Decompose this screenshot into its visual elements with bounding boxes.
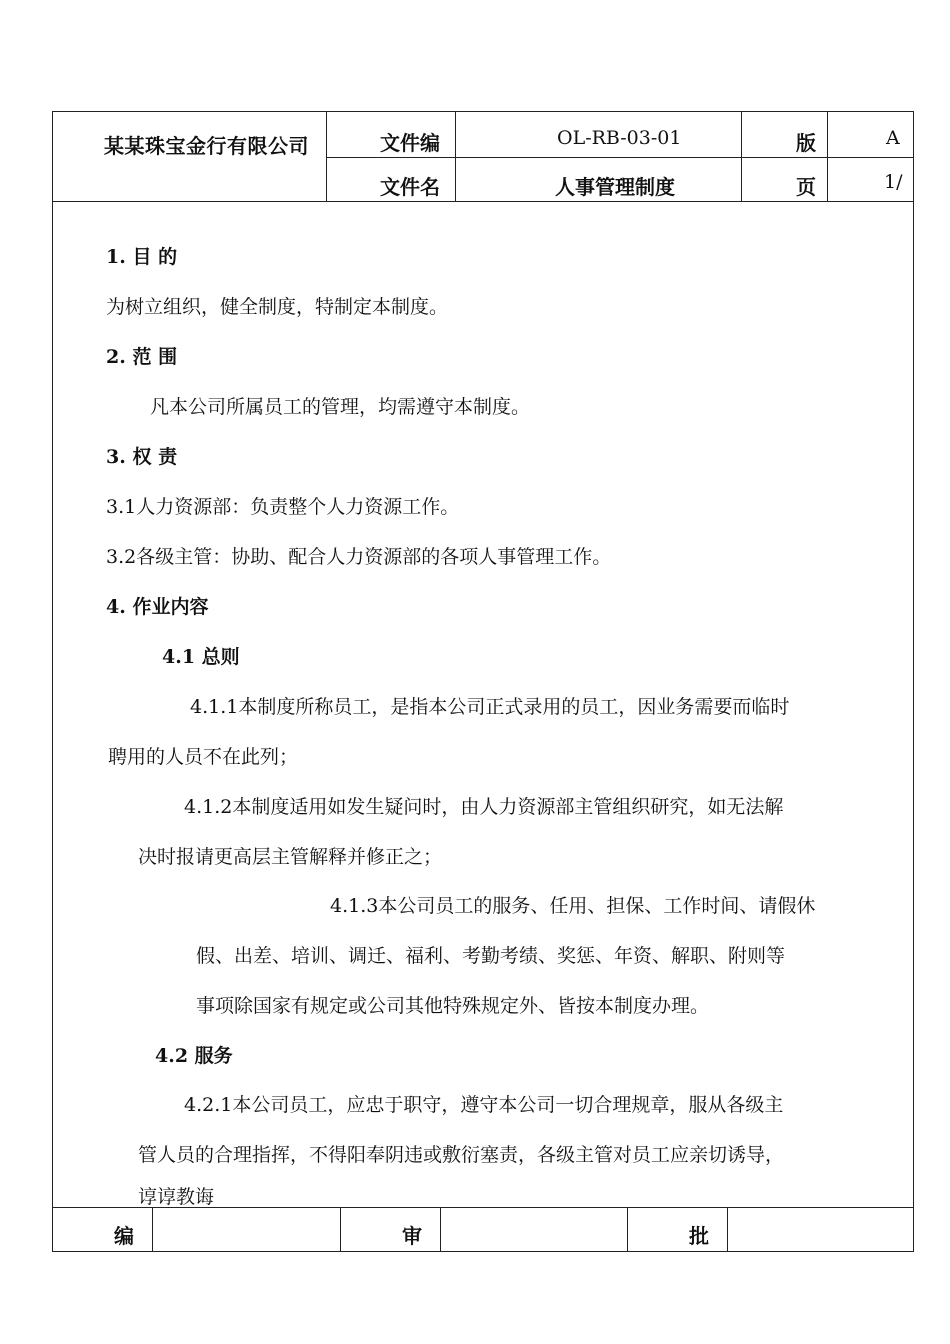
doc-name-label: 文件名 xyxy=(380,175,440,199)
section-2-text: 凡本公司所属员工的管理，均需遵守本制度。 xyxy=(150,396,531,418)
header-bottom-divider xyxy=(52,201,914,202)
section-1-text: 为树立组织，健全制度，特制定本制度。 xyxy=(106,296,449,318)
section-4-2-1-line-2: 管人员的合理指挥，不得阳奉阴违或敷衍塞责，各级主管对员工应亲切诱导， xyxy=(138,1144,785,1166)
section-4-2-1-line-1: 4.2.1本公司员工，应忠于职守，遵守本公司一切合理规章，服从各级主 xyxy=(184,1094,784,1116)
header-col-divider-1 xyxy=(326,111,327,201)
editor-signature-field[interactable] xyxy=(153,1208,339,1251)
doc-number-value: OL-RB-03-01 xyxy=(557,127,682,149)
section-3-2: 3.2各级主管：协助、配合人力资源部的各项人事管理工作。 xyxy=(106,546,612,568)
page-label: 页 xyxy=(796,175,816,199)
document-frame xyxy=(52,111,914,1252)
section-4-1-1-line-1: 4.1.1本制度所称员工，是指本公司正式录用的员工，因业务需要而临时 xyxy=(190,696,790,718)
section-4-1-2-line-2: 决时报请更高层主管解释并修正之； xyxy=(138,846,443,868)
section-4-1-3-line-1: 4.1.3本公司员工的服务、任用、担保、工作时间、请假休 xyxy=(330,895,816,917)
version-value: A xyxy=(886,127,900,149)
footer-col-divider-4 xyxy=(627,1207,628,1252)
header-company-cell: 某某珠宝金行有限公司 xyxy=(104,134,309,158)
section-4-1-title: 4.1 总则 xyxy=(162,646,240,668)
version-label: 版 xyxy=(796,131,816,155)
doc-number-label: 文件编 xyxy=(380,131,440,155)
section-4-2-1-line-3: 谆谆教诲 xyxy=(138,1186,215,1206)
editor-label: 编 xyxy=(114,1224,134,1248)
approve-signature-field[interactable] xyxy=(728,1208,913,1251)
section-4-2-1-line-3-clipped xyxy=(138,1182,214,1206)
section-3-title: 3. 权 责 xyxy=(106,446,178,468)
doc-name-value: 人事管理制度 xyxy=(555,175,675,199)
header-col-divider-4 xyxy=(827,111,828,201)
approve-label: 批 xyxy=(689,1224,709,1248)
section-2-title: 2. 范 围 xyxy=(106,346,178,368)
section-4-1-3-line-2: 假、出差、培训、调迁、福利、考勤考绩、奖惩、年资、解职、附则等 xyxy=(196,945,786,967)
page-value: 1/ xyxy=(884,171,903,193)
review-signature-field[interactable] xyxy=(441,1208,626,1251)
header-col-divider-3 xyxy=(741,111,742,201)
section-4-1-2-line-1: 4.1.2本制度适用如发生疑问时，由人力资源部主管组织研究，如无法解 xyxy=(184,796,784,818)
footer-col-divider-2 xyxy=(340,1207,341,1252)
section-4-1-3-line-3: 事项除国家有规定或公司其他特殊规定外、皆按本制度办理。 xyxy=(196,995,710,1017)
header-mid-divider xyxy=(326,157,914,158)
review-label: 审 xyxy=(402,1224,422,1248)
section-1-title: 1. 目 的 xyxy=(106,246,178,268)
section-4-1-1-line-2: 聘用的人员不在此列； xyxy=(108,746,299,768)
section-3-1: 3.1人力资源部：负责整个人力资源工作。 xyxy=(106,496,460,518)
section-4-title: 4. 作业内容 xyxy=(106,596,209,618)
section-4-2-title: 4.2 服务 xyxy=(155,1045,233,1067)
header-col-divider-2 xyxy=(455,111,456,201)
